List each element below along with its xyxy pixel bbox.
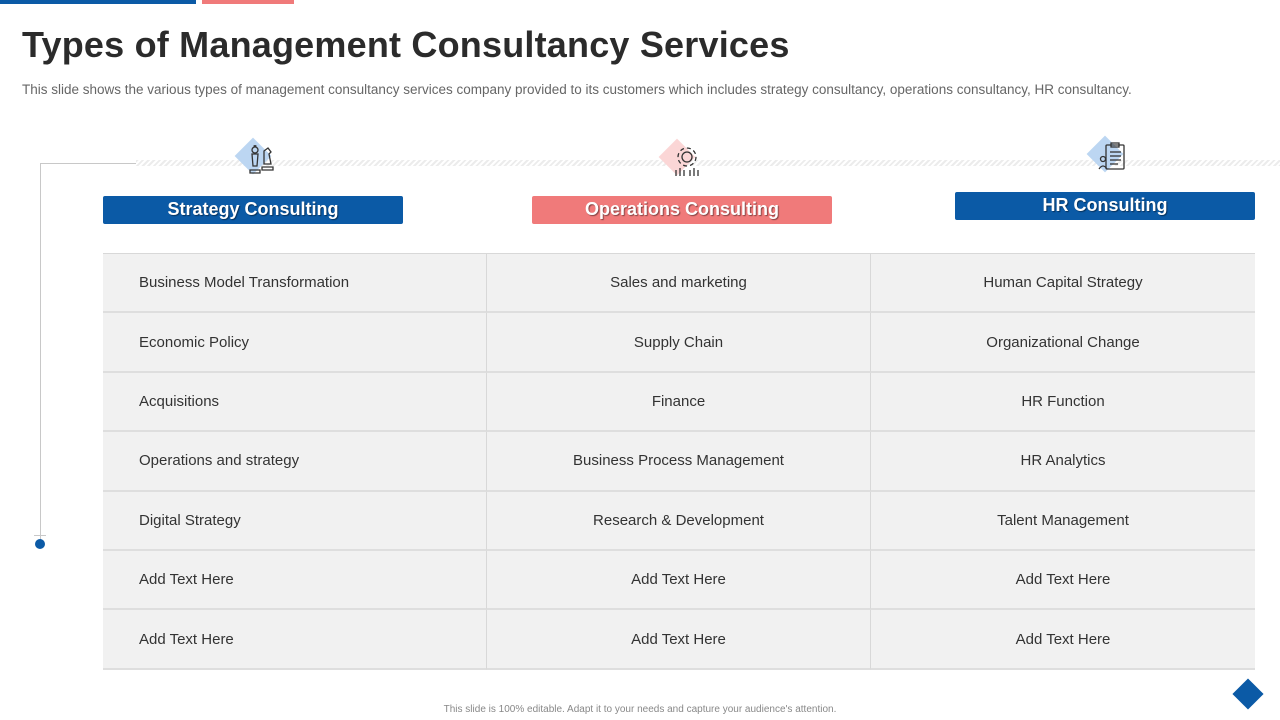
table-cell: Business Model Transformation (103, 254, 487, 313)
top-accent-bar-blue (0, 0, 196, 4)
table-cell: Add Text Here (103, 551, 487, 610)
footer-note: This slide is 100% editable. Adapt it to your needs and capture your audience's attention. (443, 704, 837, 715)
strategy-consulting-heading: Strategy Consulting (103, 196, 403, 224)
table-cell: Economic Policy (103, 313, 487, 372)
gear-icon (670, 144, 704, 178)
table-cell: HR Function (871, 373, 1255, 432)
table-cell: Research & Development (487, 492, 871, 551)
page-subtitle: This slide shows the various types of management consultancy services company provided to its customers which includes strategy consultancy, operations consultancy, HR consultancy. (22, 82, 1132, 97)
table-cell: Finance (487, 373, 871, 432)
table-cell: Add Text Here (871, 551, 1255, 610)
top-accent-bar-pink (202, 0, 294, 4)
table-cell: Talent Management (871, 492, 1255, 551)
table-cell: Digital Strategy (103, 492, 487, 551)
table-cell: Operations and strategy (103, 432, 487, 491)
timeline-horizontal-line (40, 163, 136, 164)
timeline-end-dot (35, 539, 45, 549)
table-cell: Add Text Here (103, 610, 487, 669)
timeline-end-ring (34, 535, 46, 538)
table-cell: Human Capital Strategy (871, 254, 1255, 313)
operations-consulting-heading: Operations Consulting (532, 196, 832, 224)
table-cell: Organizational Change (871, 313, 1255, 372)
operations-icon-badge (660, 140, 700, 180)
services-table (103, 253, 1255, 670)
table-cell: Business Process Management (487, 432, 871, 491)
table-cell: Sales and marketing (487, 254, 871, 313)
table-cell: Add Text Here (487, 610, 871, 669)
table-cell: HR Analytics (871, 432, 1255, 491)
clipboard-icon (1098, 141, 1128, 175)
table-cell: Add Text Here (487, 551, 871, 610)
table-cell: Add Text Here (871, 610, 1255, 669)
table-cell: Acquisitions (103, 373, 487, 432)
strategy-icon-badge (236, 139, 276, 179)
hr-icon-badge (1088, 137, 1128, 177)
timeline-vertical-line (40, 163, 41, 540)
chess-icon (246, 143, 276, 177)
page-title: Types of Management Consultancy Services (22, 24, 790, 65)
table-cell: Supply Chain (487, 313, 871, 372)
hr-consulting-heading: HR Consulting (955, 192, 1255, 220)
